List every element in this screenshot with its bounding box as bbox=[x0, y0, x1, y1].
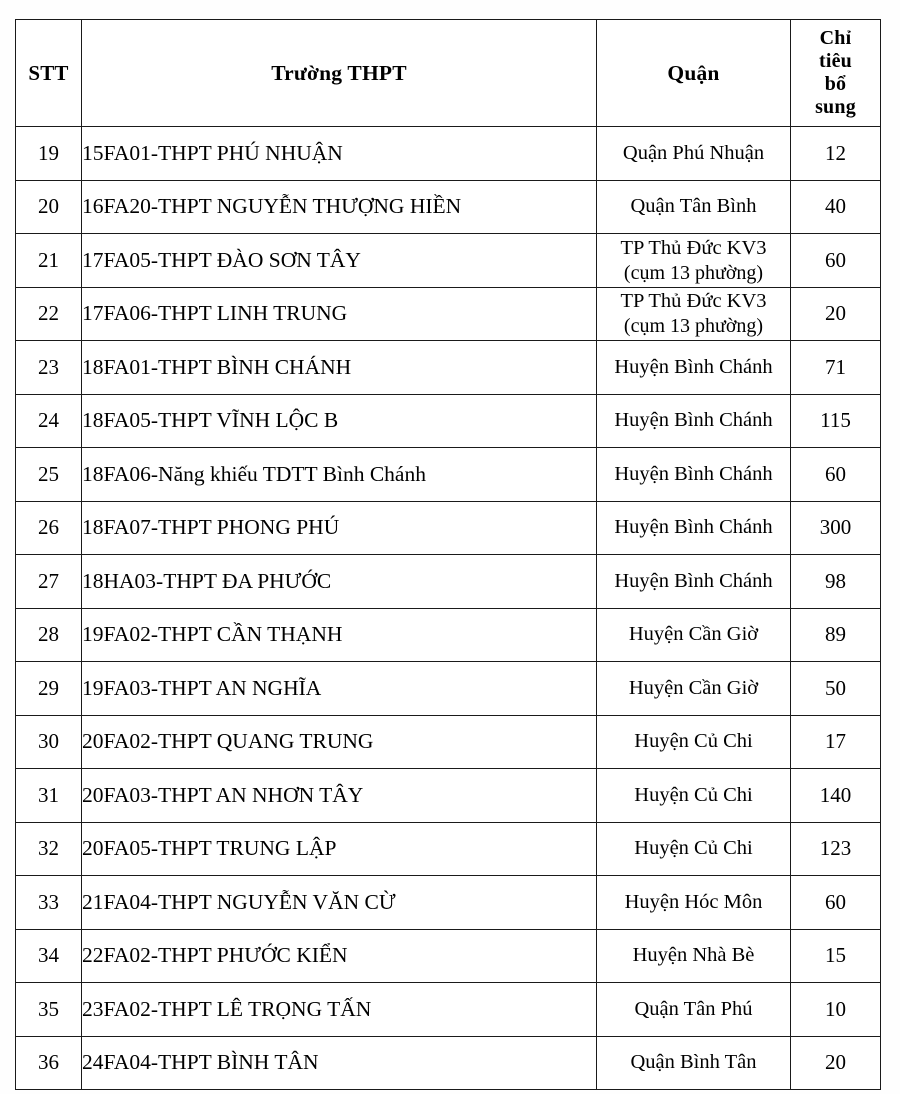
cell-stt: 27 bbox=[16, 555, 82, 609]
column-header-school: Trường THPT bbox=[82, 20, 597, 127]
cell-district bbox=[597, 501, 791, 555]
cell-quota: 71 bbox=[791, 341, 881, 395]
cell-quota: 60 bbox=[791, 876, 881, 930]
column-header-stt: STT bbox=[16, 20, 82, 127]
district-subnote: (cụm 13 phường) bbox=[623, 315, 764, 338]
cell-quota: 123 bbox=[791, 822, 881, 876]
cell-quota: 300 bbox=[791, 501, 881, 555]
district-name: Quận Tân Bình bbox=[630, 195, 757, 218]
column-header-quota bbox=[791, 20, 881, 127]
cell-district bbox=[597, 180, 791, 234]
cell-district bbox=[597, 555, 791, 609]
district-name: TP Thủ Đức KV3 bbox=[620, 290, 767, 313]
cell-stt: 29 bbox=[16, 662, 82, 716]
cell-school: 24FA04-THPT BÌNH TÂN bbox=[82, 1036, 597, 1090]
district-name: Quận Tân Phú bbox=[634, 997, 753, 1020]
cell-district bbox=[597, 876, 791, 930]
table-row bbox=[16, 448, 881, 502]
admissions-table-container bbox=[15, 19, 880, 1090]
cell-stt: 26 bbox=[16, 501, 82, 555]
table-row bbox=[16, 555, 881, 609]
cell-stt: 31 bbox=[16, 769, 82, 823]
cell-district bbox=[597, 662, 791, 716]
table-row bbox=[16, 769, 881, 823]
cell-stt: 28 bbox=[16, 608, 82, 662]
cell-district bbox=[597, 608, 791, 662]
cell-school: 18HA03-THPT ĐA PHƯỚC bbox=[82, 555, 597, 609]
cell-stt: 23 bbox=[16, 341, 82, 395]
district-name: Huyện Củ Chi bbox=[634, 837, 753, 860]
cell-stt: 32 bbox=[16, 822, 82, 876]
district-name: Huyện Củ Chi bbox=[634, 730, 753, 753]
cell-school: 20FA03-THPT AN NHƠN TÂY bbox=[82, 769, 597, 823]
cell-stt: 24 bbox=[16, 394, 82, 448]
cell-quota: 115 bbox=[791, 394, 881, 448]
column-header-quota-line3: bổ bbox=[824, 73, 847, 95]
table-row bbox=[16, 1036, 881, 1090]
cell-quota: 12 bbox=[791, 127, 881, 181]
table-row bbox=[16, 341, 881, 395]
cell-stt: 25 bbox=[16, 448, 82, 502]
cell-quota: 40 bbox=[791, 180, 881, 234]
cell-school: 17FA06-THPT LINH TRUNG bbox=[82, 287, 597, 341]
column-header-quota-line2: tiêu bbox=[818, 49, 853, 72]
cell-stt: 30 bbox=[16, 715, 82, 769]
cell-school: 20FA02-THPT QUANG TRUNG bbox=[82, 715, 597, 769]
admissions-table bbox=[15, 19, 881, 1090]
table-header-row bbox=[16, 20, 881, 127]
cell-stt: 20 bbox=[16, 180, 82, 234]
column-header-quota-line1: Chỉ bbox=[819, 26, 852, 49]
table-row bbox=[16, 394, 881, 448]
column-header-quota-line4: sung bbox=[815, 96, 856, 119]
cell-stt: 21 bbox=[16, 234, 82, 288]
district-name: Huyện Bình Chánh bbox=[614, 409, 773, 432]
cell-district bbox=[597, 234, 791, 288]
cell-school: 18FA05-THPT VĨNH LỘC B bbox=[82, 394, 597, 448]
cell-stt: 36 bbox=[16, 1036, 82, 1090]
table-row bbox=[16, 501, 881, 555]
cell-district bbox=[597, 287, 791, 341]
table-row bbox=[16, 983, 881, 1037]
column-header-district: Quận bbox=[597, 20, 791, 127]
cell-quota: 60 bbox=[791, 448, 881, 502]
cell-stt: 34 bbox=[16, 929, 82, 983]
cell-district bbox=[597, 715, 791, 769]
table-header bbox=[16, 20, 881, 127]
cell-quota: 17 bbox=[791, 715, 881, 769]
cell-stt: 33 bbox=[16, 876, 82, 930]
cell-school: 18FA06-Năng khiếu TDTT Bình Chánh bbox=[82, 448, 597, 502]
cell-quota: 20 bbox=[791, 287, 881, 341]
district-name: Huyện Bình Chánh bbox=[614, 355, 773, 378]
district-name: Huyện Bình Chánh bbox=[614, 516, 773, 539]
cell-district bbox=[597, 929, 791, 983]
table-row bbox=[16, 715, 881, 769]
cell-school: 19FA02-THPT CẦN THẠNH bbox=[82, 608, 597, 662]
cell-district bbox=[597, 769, 791, 823]
district-name: Quận Bình Tân bbox=[630, 1051, 757, 1074]
table-row bbox=[16, 234, 881, 288]
district-name: Huyện Củ Chi bbox=[634, 783, 753, 806]
district-name: Huyện Nhà Bè bbox=[632, 944, 755, 967]
cell-school: 18FA01-THPT BÌNH CHÁNH bbox=[82, 341, 597, 395]
cell-quota: 89 bbox=[791, 608, 881, 662]
cell-school: 21FA04-THPT NGUYỄN VĂN CỪ bbox=[82, 876, 597, 930]
cell-school: 20FA05-THPT TRUNG LẬP bbox=[82, 822, 597, 876]
cell-school: 19FA03-THPT AN NGHĨA bbox=[82, 662, 597, 716]
cell-school: 16FA20-THPT NGUYỄN THƯỢNG HIỀN bbox=[82, 180, 597, 234]
cell-stt: 35 bbox=[16, 983, 82, 1037]
table-row bbox=[16, 287, 881, 341]
cell-school: 22FA02-THPT PHƯỚC KIỂN bbox=[82, 929, 597, 983]
district-name: Huyện Bình Chánh bbox=[614, 462, 773, 485]
table-row bbox=[16, 876, 881, 930]
district-name: Huyện Bình Chánh bbox=[614, 569, 773, 592]
cell-district bbox=[597, 127, 791, 181]
cell-school: 18FA07-THPT PHONG PHÚ bbox=[82, 501, 597, 555]
cell-school: 23FA02-THPT LÊ TRỌNG TẤN bbox=[82, 983, 597, 1037]
cell-quota: 15 bbox=[791, 929, 881, 983]
cell-stt: 19 bbox=[16, 127, 82, 181]
cell-quota: 140 bbox=[791, 769, 881, 823]
cell-quota: 98 bbox=[791, 555, 881, 609]
cell-quota: 20 bbox=[791, 1036, 881, 1090]
cell-school: 17FA05-THPT ĐÀO SƠN TÂY bbox=[82, 234, 597, 288]
cell-district bbox=[597, 983, 791, 1037]
table-row bbox=[16, 608, 881, 662]
cell-district bbox=[597, 822, 791, 876]
table-row bbox=[16, 662, 881, 716]
cell-district bbox=[597, 1036, 791, 1090]
cell-quota: 60 bbox=[791, 234, 881, 288]
cell-quota: 50 bbox=[791, 662, 881, 716]
cell-stt: 22 bbox=[16, 287, 82, 341]
district-name: Quận Phú Nhuận bbox=[622, 141, 765, 164]
cell-district bbox=[597, 394, 791, 448]
cell-district bbox=[597, 448, 791, 502]
district-subnote: (cụm 13 phường) bbox=[623, 261, 764, 284]
table-row bbox=[16, 929, 881, 983]
district-name: Huyện Cần Giờ bbox=[628, 676, 759, 699]
table-row bbox=[16, 180, 881, 234]
table-body bbox=[16, 127, 881, 1090]
table-row bbox=[16, 822, 881, 876]
district-name: Huyện Hóc Môn bbox=[624, 890, 763, 913]
cell-district bbox=[597, 341, 791, 395]
cell-quota: 10 bbox=[791, 983, 881, 1037]
district-name: Huyện Cần Giờ bbox=[628, 623, 759, 646]
cell-school: 15FA01-THPT PHÚ NHUẬN bbox=[82, 127, 597, 181]
district-name: TP Thủ Đức KV3 bbox=[620, 236, 767, 259]
table-row bbox=[16, 127, 881, 181]
